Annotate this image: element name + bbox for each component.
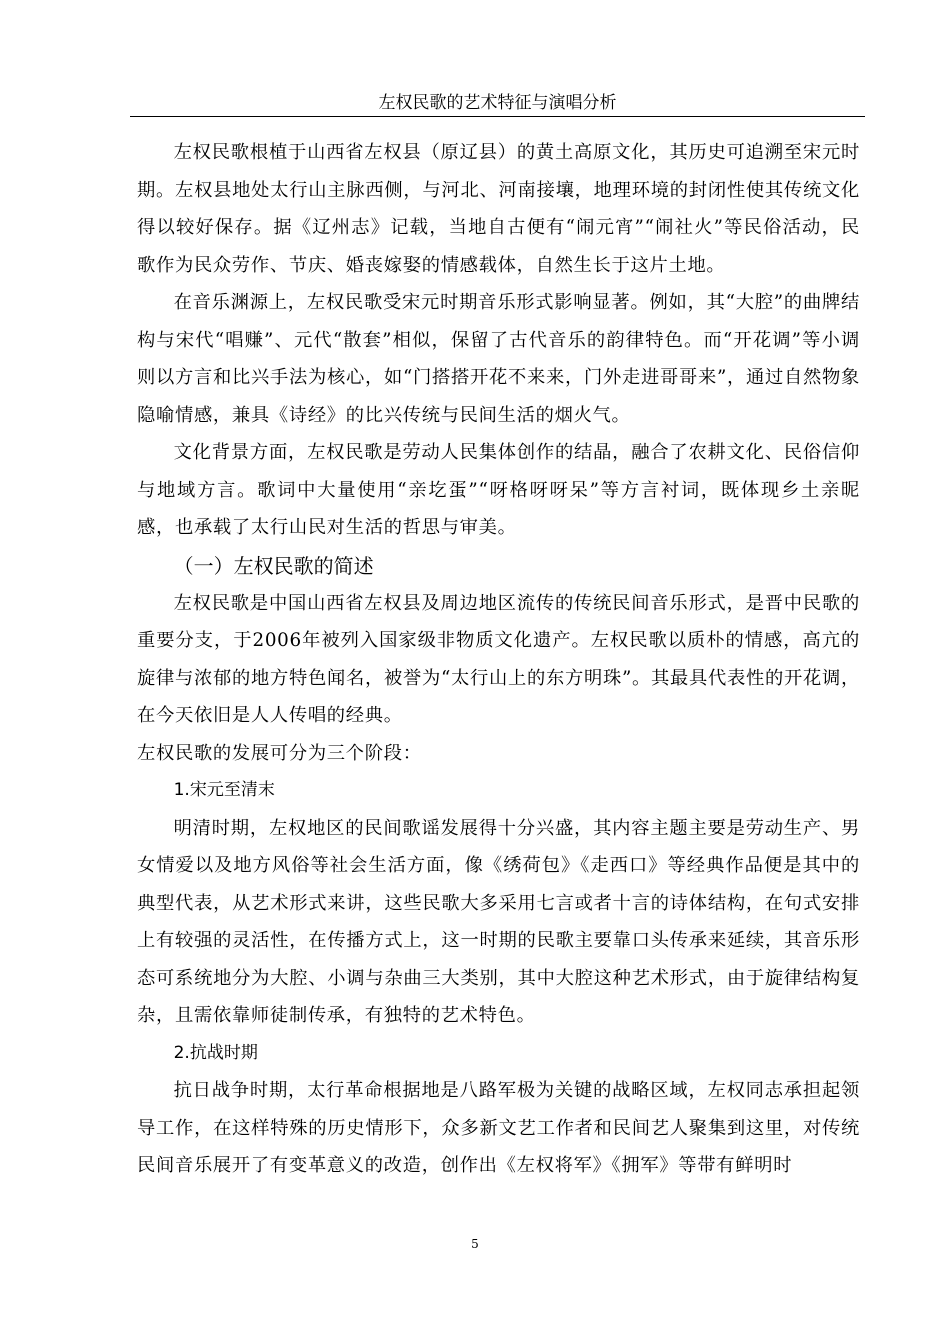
stage-heading-war-period: 2.抗战时期 <box>173 1042 258 1063</box>
header-divider <box>130 116 865 117</box>
intro-paragraph-2: 在音乐渊源上，左权民歌受宋元时期音乐形式影响显著。例如，其“大腔”的曲牌结构与宋代“唱赚”、元代“散套”相似，保留了古代音乐的韵律特色。而“开花调”等小调则以方言和比兴手法为核心，如“门搭搭开花不来来，门外走进哥哥来”，通过自然物象隐喻情感，兼具《诗经》的比兴传统与民间生活的烟火气。 <box>137 292 860 426</box>
stage-paragraph-song-yuan-to-qing: 明清时期，左权地区的民间歌谣发展得十分兴盛，其内容主题主要是劳动生产、男女情爱以及地方风俗等社会生活方面，像《绣荷包》《走西口》等经典作品便是其中的典型代表，从艺术形式来讲，这些民歌大多采用七言或者十言的诗体结构，在句式安排上有较强的灵活性，在传播方式上，这一时期的民歌主要靠口头传承来延续，其音乐形态可系统地分为大腔、小调与杂曲三大类别，其中大腔这种艺术形式，由于旋律结构复杂，且需依靠师徒制传承，有独特的艺术特色。 <box>137 817 860 1026</box>
intro-paragraph-1: 左权民歌根植于山西省左权县（原辽县）的黄土高原文化，其历史可追溯至宋元时期。左权县地处太行山主脉西侧，与河北、河南接壤，地理环境的封闭性使其传统文化得以较好保存。据《辽州志》记载，当地自古便有“闹元宵”“闹社火”等民俗活动，民歌作为民众劳作、节庆、婚丧嫁娶的情感载体，自然生长于这片土地。 <box>137 142 860 276</box>
running-header-title: 左权民歌的艺术特征与演唱分析 <box>378 93 617 113</box>
document-body <box>137 134 860 1185</box>
overview-paragraph: 左权民歌是中国山西省左权县及周边地区流传的传统民间音乐形式，是晋中民歌的重要分支，于2006年被列入国家级非物质文化遗产。左权民歌以质朴的情感，高亢的旋律与浓郁的地方特色闻名，被誉为“太行山上的东方明珠”。其最具代表性的开花调，在今天依旧是人人传唱的经典。 <box>137 592 860 726</box>
stage-heading-song-yuan-to-qing: 1.宋元至清末 <box>173 780 275 800</box>
stages-intro-line: 左权民歌的发展可分为三个阶段： <box>137 742 422 764</box>
section-heading-overview: （一）左权民歌的简述 <box>173 553 374 578</box>
intro-paragraph-3: 文化背景方面，左权民歌是劳动人民集体创作的结晶，融合了农耕文化、民俗信仰与地域方言。歌词中大量使用“亲圪蛋”“呀格呀呀呆”等方言衬词，既体现乡土亲昵感，也承载了太行山民对生活的哲思与审美。 <box>137 442 860 538</box>
page-number: 5 <box>471 1237 479 1251</box>
stage-paragraph-war-period: 抗日战争时期，太行革命根据地是八路军极为关键的战略区域，左权同志承担起领导工作，在这样特殊的历史情形下，众多新文艺工作者和民间艺人聚集到这里，对传统民间音乐展开了有变革意义的改造，创作出《左权将军》《拥军》等带有鲜明时 <box>137 1080 860 1176</box>
